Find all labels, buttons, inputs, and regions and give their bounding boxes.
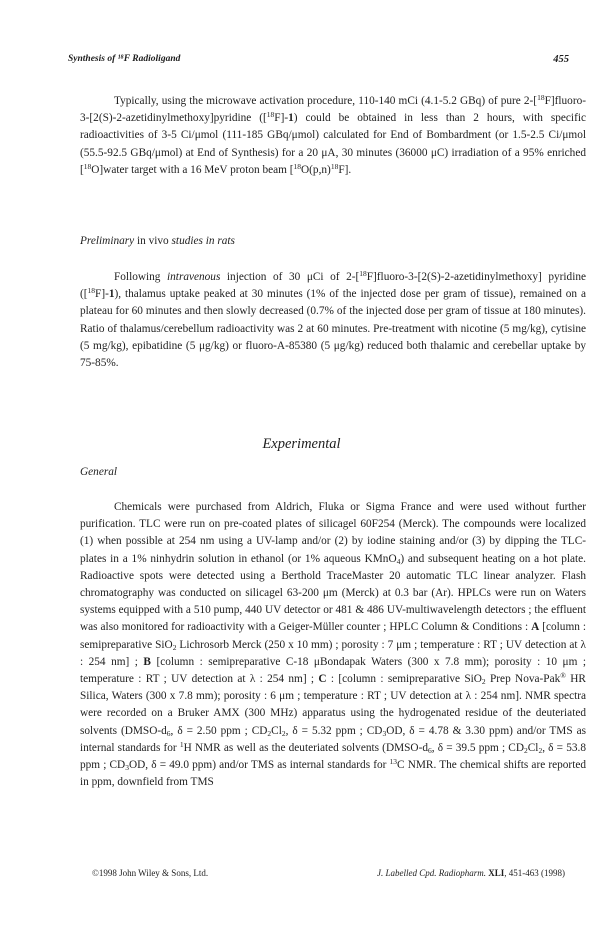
page-number: 455 bbox=[553, 54, 569, 65]
subheading-in-vivo: Preliminary in vivo studies in rats bbox=[80, 235, 235, 247]
subheading-general: General bbox=[80, 466, 118, 478]
running-title: Synthesis of ¹⁸F Radioligand bbox=[68, 54, 181, 64]
running-header bbox=[68, 54, 569, 68]
paragraph-in-vivo: Following intravenous injection of 30 μCi of 2-[$^{18}$F]fluoro-3-[2(S)-2-azetidinylmethoxy] pyridine ([$^{18}$F]-1), thalamus uptake peaked at 30 minutes (1% of the injected dose per gram of tissue), remained on a plateau for 60 minutes and then slowly decreased (0.7% of the injected dose per gram of tissue at 180 minutes). Ratio of thalamus/cerebellum radioactivity was 2 at 60 minutes. Pre-treatment with nicotine (5 mg/kg), cytisine (5 mg/kg), epibatidine (5 μg/kg) or fluoro-A-85380 (5 μg/kg) reduced both thalamic and cerebellar uptake by 75-85%. bbox=[80, 269, 587, 370]
copyright-notice: ©1998 John Wiley & Sons, Ltd. bbox=[92, 868, 209, 878]
journal-citation: J. Labelled Cpd. Radiopharm. XLI, 451-463 (1998) bbox=[376, 868, 565, 878]
paragraph-general-methods: Chemicals were purchased from Aldrich, Fluka or Sigma France and were used without further purification. TLC were run on pre-coated plates of silicagel 60F254 (Merck). The compounds were localized (1) when possible at 254 nm using a UV-lamp and/or (2) by iodine staining and/or (3) by dipping the TLC-plates in a 1% ninhydrin solution in ethanol (or 1% aqueous KMnO$_4$) and subsequent heating on a hot plate. Radioactive spots were detected using a Berthold TraceMaster 20 automatic TLC linear analyzer. Flash chromatography was conducted on silicagel 63-200 μm (Merck) at 0.3 bar (Ar). HPLCs were run on Waters systems equipped with a 510 pump, 440 UV detector or 481 & 486 UV-multiwavelength detectors ; the effluent was also monitored for radioactivity with a Geiger-Müller counter ; HPLC Column & Conditions : A [column : semipreparative SiO$_2$ Lichrosorb Merck (250 x 10 mm) ; porosity : 7 μm ; temperature : RT ; UV detection at λ : 254 nm] ; B [column : semipreparative C-18 μBondapak Waters (300 x 7.8 mm); porosity : 10 μm ; temperature : RT ; UV detection at λ : 254 nm] ; C : [column : semipreparative SiO$_2$ Prep Nova-Pak® HR Silica, Waters (300 x 7.8 mm); porosity : 6 μm ; temperature : RT ; UV detection at λ : 254 nm]. NMR spectra were recorded on a Bruker AMX (300 MHz) apparatus using the hydrogenated residue of the deuteriated solvents ($DMSO-d_6$, δ = 2.50 ppm ; $CD_2Cl_2$, δ = 5.32 ppm ; $CD_3OD$, δ = 4.78 & 3.30 ppm) and/or TMS as internal standards for $^1$H NMR as well as the deuteriated solvents ($DMSO-d_6$, δ = 39.5 ppm ; $CD_2Cl_2$, δ = 53.8 ppm ; $CD_3OD$, δ = 49.0 ppm) and/or TMS as internal standards for $^{13}$C NMR. The chemical shifts are reported in ppm, downfield from TMS bbox=[80, 501, 587, 789]
section-title-experimental: Experimental bbox=[262, 436, 341, 452]
paragraph-synthesis-yield: Typically, using the microwave activation procedure, 110-140 mCi (4.1-5.2 GBq) of pure 2-[$^{18}$F]fluoro-3-[2(S)-2-azetidinylmethoxy]pyridine ([$^{18}$F]-1) could be obtained in less than 2 hours, with specific radioactivities of 3-5 Ci/μmol (111-185 GBq/μmol) calculated for End of Bombardment (or 1.5-2.5 Ci/μmol (55.5-92.5 GBq/μmol) at End of Synthesis) for a 20 μA, 30 minutes (36000 μC) irradiation of a 95% enriched [$^{18}$O]water target with a 16 MeV proton beam $[^{18}O(p,n)^{18}F]$. bbox=[80, 93, 586, 176]
page-footer bbox=[92, 868, 565, 882]
